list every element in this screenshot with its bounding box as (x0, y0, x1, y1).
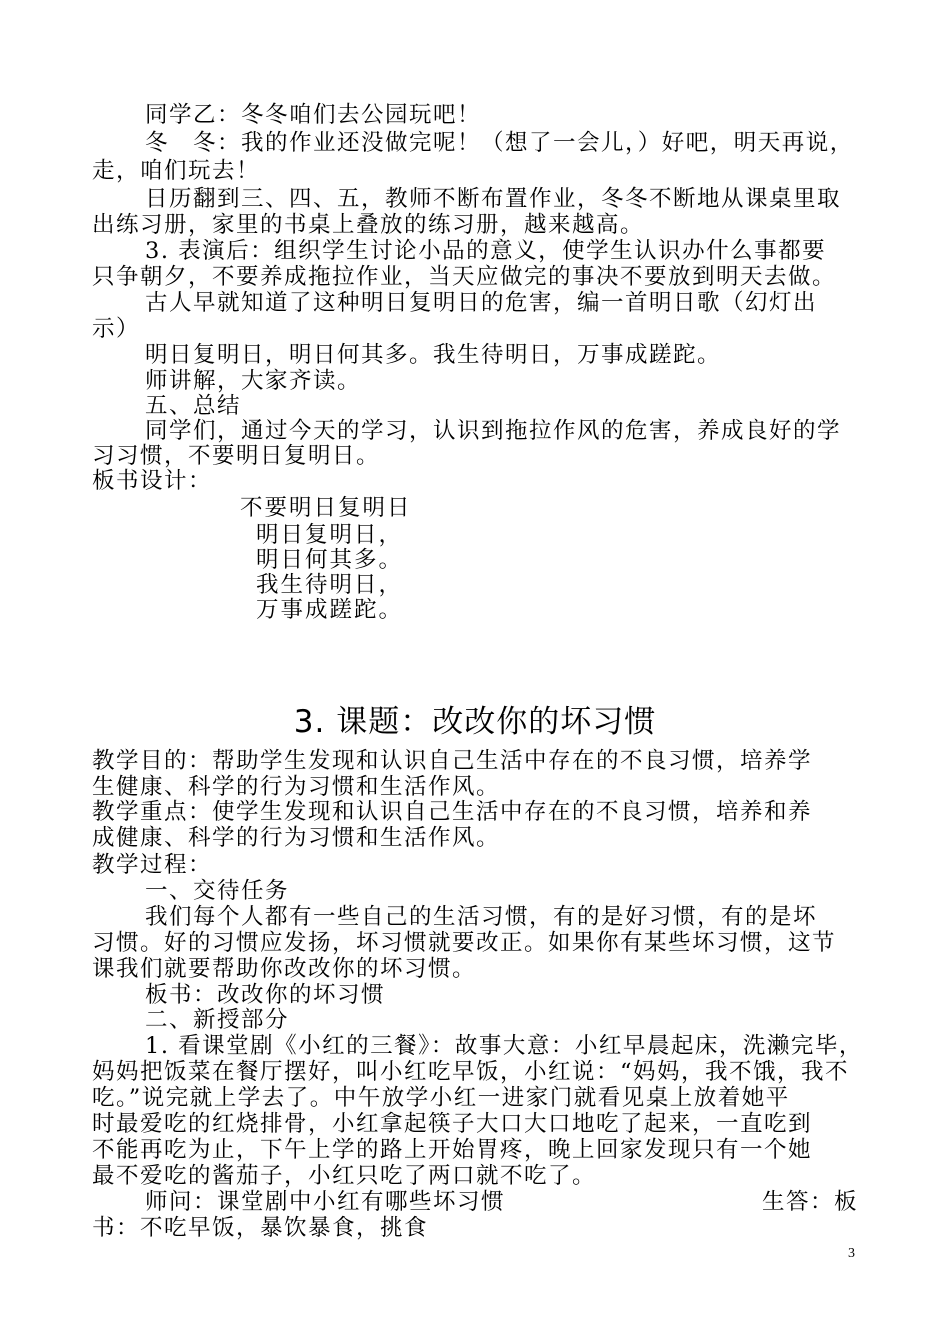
paragraph-line: 只争朝夕，不要养成拖拉作业，当天应做完的事决不要放到明天去做。 (92, 264, 837, 290)
paragraph-line: 时最爱吃的红烧排骨，小红拿起筷子大口大口地吃了起来，一直吃到 (92, 1111, 813, 1137)
board-line: 明日何其多。 (256, 547, 404, 573)
poem-line: 明日复明日，明日何其多。我生待明日，万事成蹉跎。 (145, 342, 722, 368)
answer-label: 生答：板 (761, 1189, 858, 1215)
paragraph-line: 1. 看课堂剧《小红的三餐》：故事大意：小红早晨起床，洗濑完毕， (145, 1033, 863, 1059)
paragraph-line: 成健康、科学的行为习惯和生活作风。 (92, 825, 501, 851)
paragraph-line: 古人早就知道了这种明日复明日的危害，编一首明日歌（幻灯出 (145, 290, 818, 316)
page-number: 3 (848, 1246, 855, 1261)
dialogue-line: 冬 冬：我的作业还没做完呢！（想了一会儿，）好吧，明天再说， (145, 130, 854, 156)
board-line: 明日复明日， (256, 522, 404, 548)
paragraph-line: 最不爱吃的酱茄子，小红只吃了两口就不吃了。 (92, 1163, 597, 1189)
paragraph-line: 教学过程： (92, 852, 213, 878)
paragraph-line: 出练习册，家里的书桌上叠放的练习册，越来越高。 (92, 212, 645, 238)
board-line: 我生待明日， (256, 572, 404, 598)
paragraph-line: 师讲解，大家齐读。 (145, 368, 362, 394)
paragraph-line: 教学重点：使学生发现和认识自己生活中存在的不良习惯，培养和养 (92, 799, 813, 825)
paragraph-line: 同学们，通过今天的学习，认识到拖拉作风的危害，养成良好的学 (145, 418, 842, 444)
board-title: 不要明日复明日 (240, 495, 412, 521)
paragraph-line: 3. 表演后：组织学生讨论小品的意义，使学生认识办什么事都要 (145, 238, 827, 264)
paragraph-line: 习惯。好的习惯应发扬，坏习惯就要改正。如果你有某些坏习惯，这节 (92, 930, 837, 956)
paragraph-line: 书：不吃早饭，暴饮暴食，挑食 (92, 1215, 429, 1241)
lesson-title: 3. 课题：改改你的坏习惯 (293, 704, 657, 740)
section-heading: 五、总结 (145, 393, 242, 419)
section-heading: 一、交待任务 (145, 878, 290, 904)
paragraph-line: 课我们就要帮助你改改你的坏习惯。 (92, 956, 477, 982)
paragraph-line: 教学目的：帮助学生发现和认识自己生活中存在的不良习惯，培养学 (92, 748, 813, 774)
paragraph-line: 不能再吃为止，下午上学的路上开始胃疼，晚上回家发现只有一个她 (92, 1137, 813, 1163)
paragraph-line: 妈妈把饭菜在餐厅摆好，叫小红吃早饭，小红说：“妈妈，我不饿，我不 (92, 1059, 850, 1085)
paragraph-line: 我们每个人都有一些自己的生活习惯，有的是好习惯，有的是坏 (145, 904, 818, 930)
paragraph-line: 板书：改改你的坏习惯 (145, 982, 386, 1008)
paragraph-line: 吃。”说完就上学去了。中午放学小红一进家门就看见桌上放着她平 (92, 1085, 790, 1111)
paragraph-line: 生健康、科学的行为习惯和生活作风。 (92, 774, 501, 800)
question-line: 师问：课堂剧中小红有哪些坏习惯 (145, 1189, 506, 1215)
paragraph-line: 示） (92, 316, 141, 342)
paragraph-line: 日历翻到三、四、五，教师不断布置作业，冬冬不断地从课桌里取 (145, 186, 842, 212)
paragraph-line: 习习惯，不要明日复明日。 (92, 443, 381, 469)
board-design-label: 板书设计： (92, 468, 213, 494)
dialogue-line: 走，咱们玩去！ (92, 158, 261, 184)
dialogue-line: 同学乙：冬冬咱们去公园玩吧！ (145, 102, 482, 128)
board-line: 万事成蹉跎。 (256, 597, 404, 623)
section-heading: 二、新授部分 (145, 1007, 290, 1033)
